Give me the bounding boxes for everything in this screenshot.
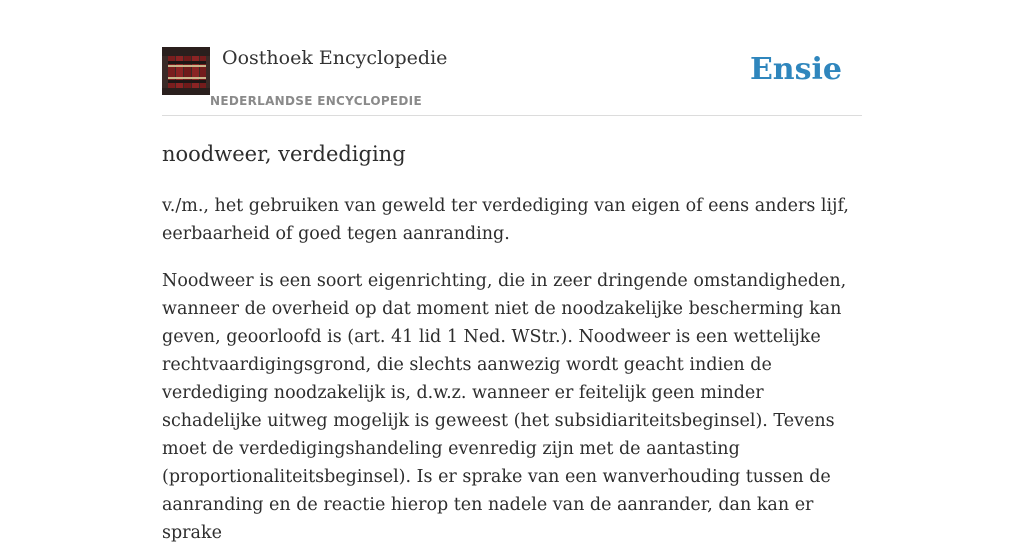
entry-content xyxy=(162,139,862,547)
encyclopedia-books-icon[interactable] xyxy=(162,47,210,95)
entry-body-paragraph: Noodweer is een soort eigenrichting, die in zeer dringende omstandigheden, wanneer de overheid op dat moment niet de noodzakelijke bescherming kan geven, geoorloofd is (art. 41 lid 1 Ned. WStr.). Noodweer is een wettelijke rechtvaardigingsgrond, die slechts aanwezig wordt geacht indien de verdediging noodzakelijk is, d.w.z. wanneer er feitelijk geen minder schadelijke uitweg mogelijk is geweest (het subsidiariteitsbeginsel). Tevens moet de verdedigingshandeling evenredig zijn met de aantasting (proportionaliteitsbeginsel). Is er sprake van een wanverhouding tussen de aanranding en de reactie hierop ten nadele van de aanrander, dan kan er sprake xyxy=(162,271,847,543)
site-header xyxy=(162,46,862,116)
entry-title: noodweer, verdediging xyxy=(162,142,406,166)
site-title[interactable]: Oosthoek Encyclopedie xyxy=(222,47,448,69)
ensie-logo-link[interactable]: Ensie xyxy=(749,52,842,87)
site-subtitle: NEDERLANDSE ENCYCLOPEDIE xyxy=(210,94,422,108)
entry-definition-paragraph: v./m., het gebruiken van geweld ter verdediging van eigen of eens anders lijf, eerbaarheid of goed tegen aanranding. xyxy=(162,196,849,244)
